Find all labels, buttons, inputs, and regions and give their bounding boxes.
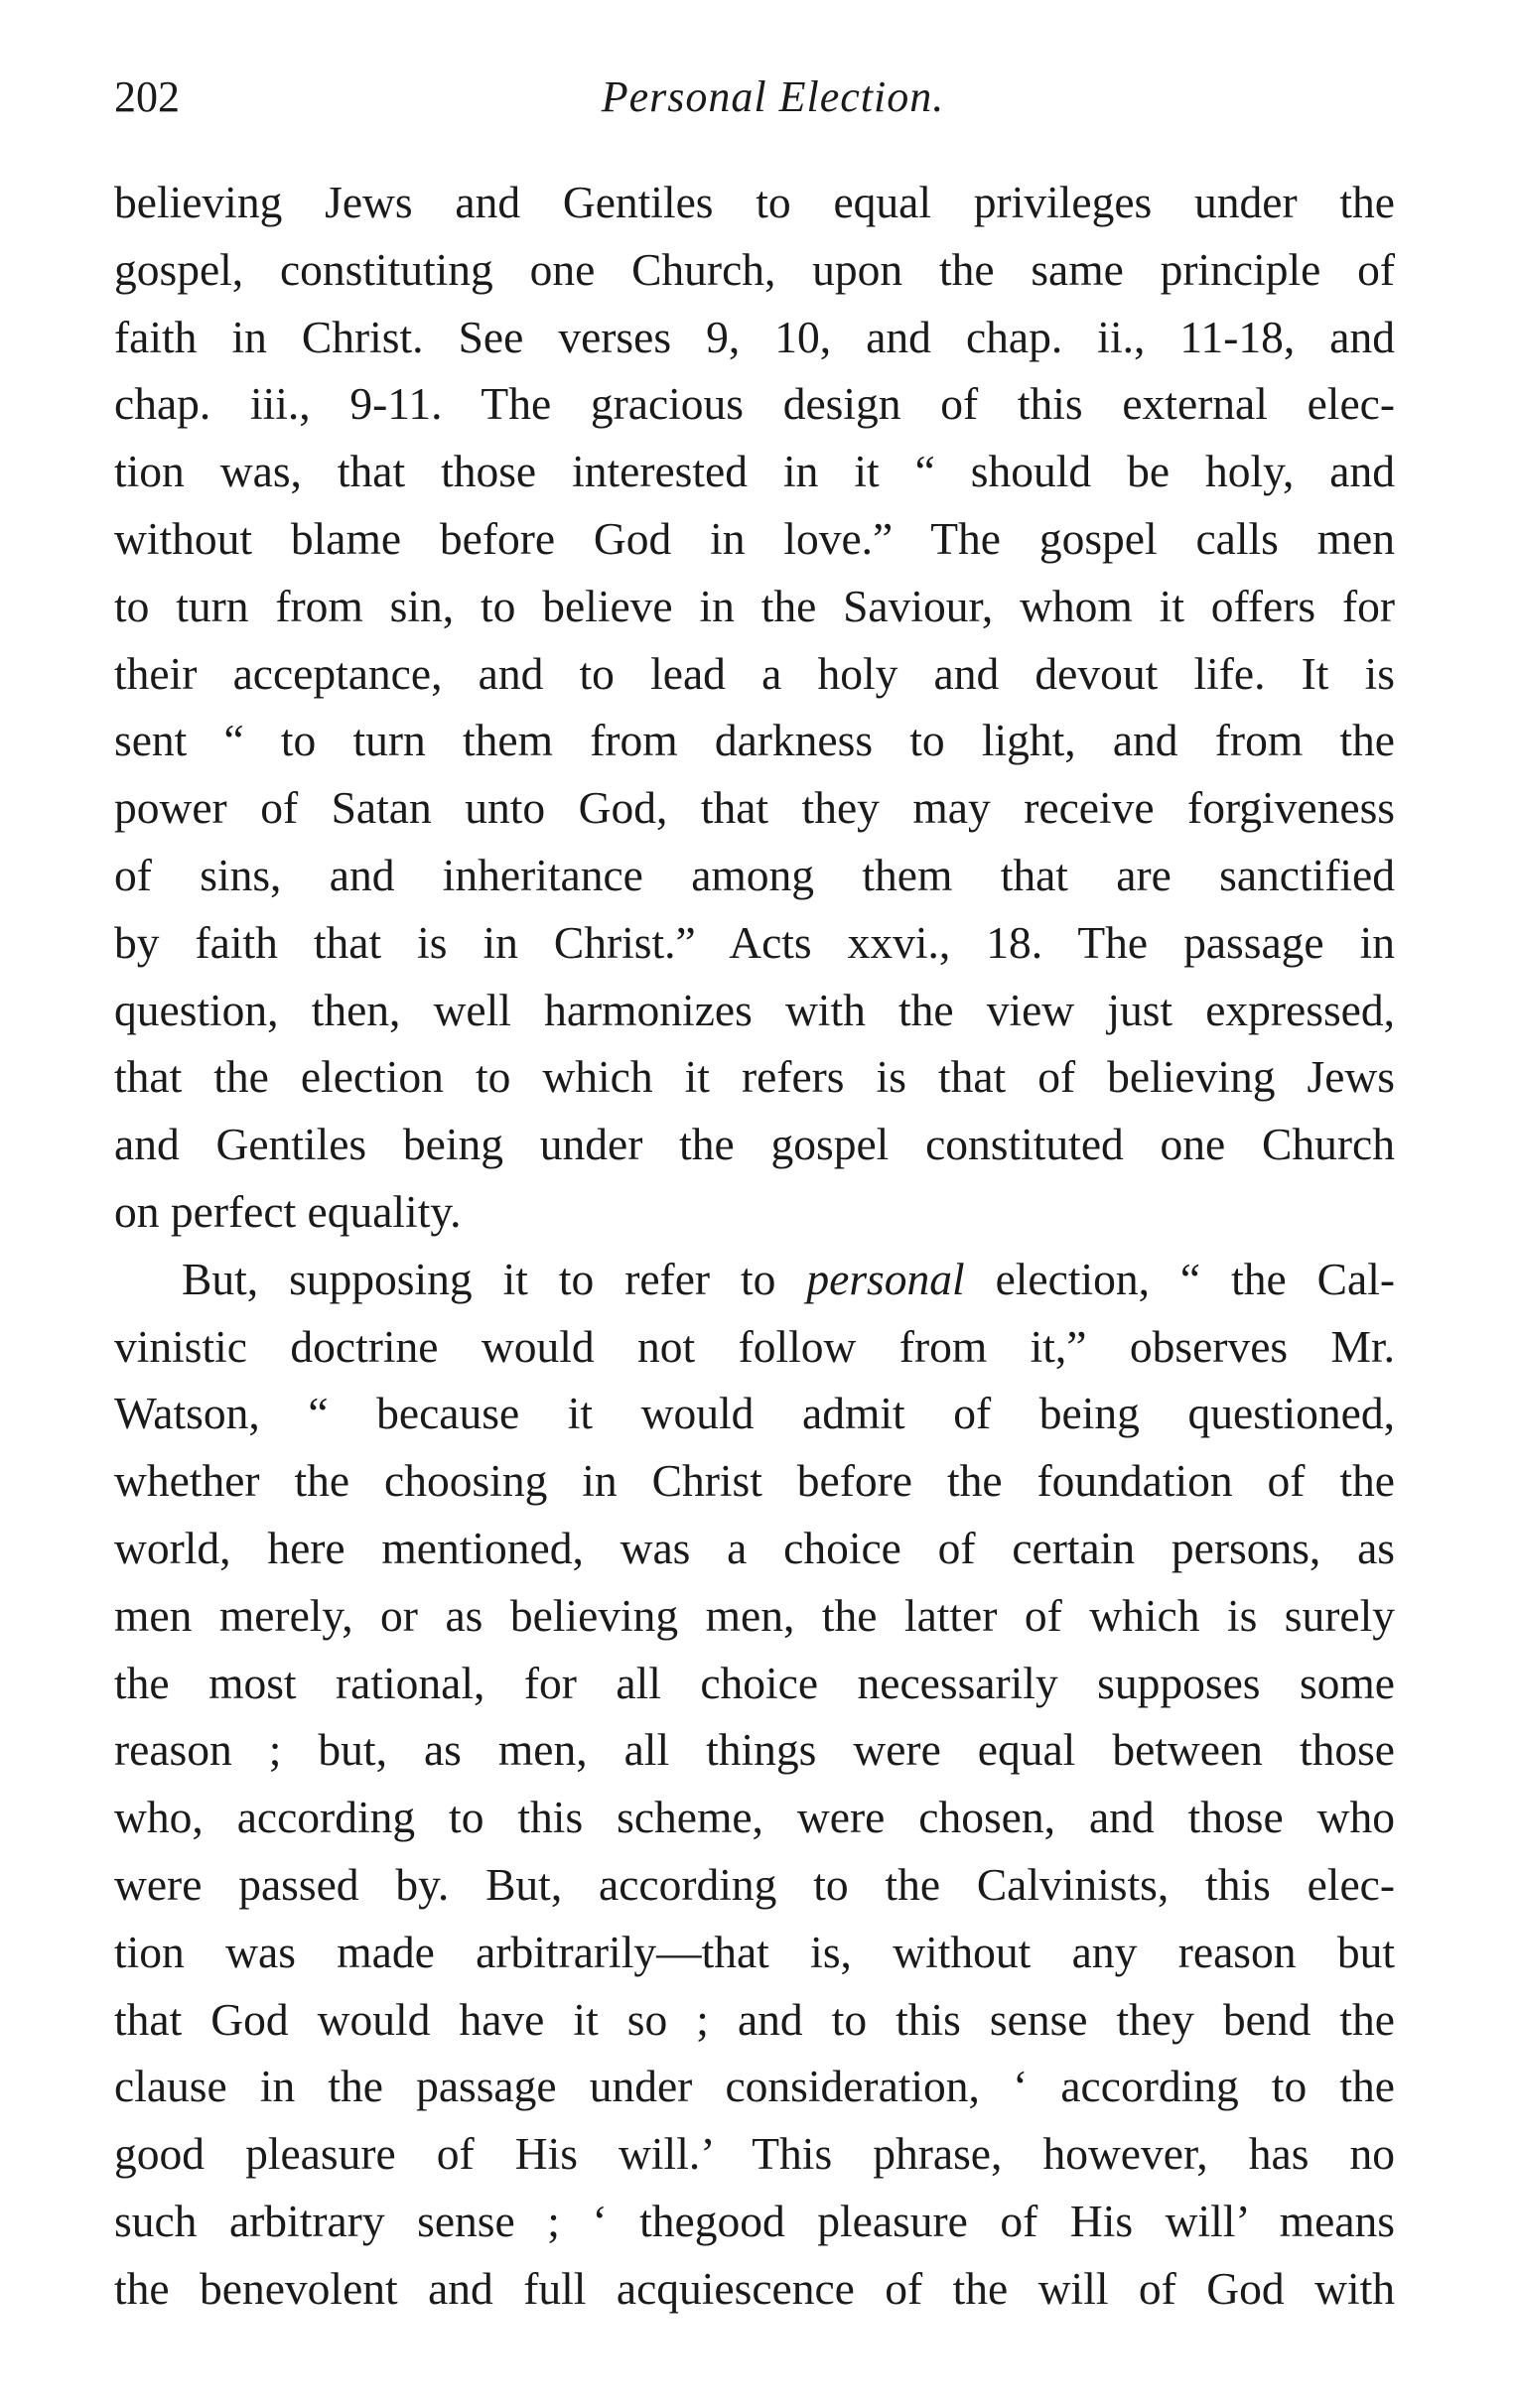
text-line: to turn from sin, to believe in the Saviour, whom it offers for: [114, 580, 1395, 631]
text-line: that the election to which it refers is that of believing Jews: [114, 1051, 1395, 1103]
text-line: on perfect equality.: [114, 1185, 462, 1237]
text-line: by faith that is in Christ.” Acts xxvi., 18. The passage in: [114, 916, 1395, 968]
text-line: that God would have it so ; and to this sense they bend the: [114, 1993, 1395, 2045]
text-line: [114, 1246, 1395, 1313]
text-line: men merely, or as believing men, the latter of which is surely: [114, 1589, 1395, 1641]
emphasis-text: personal: [806, 1253, 965, 1304]
body-text: [114, 169, 1395, 2323]
text-line: faith in Christ. See verses 9, 10, and chap. ii., 11-18, and: [114, 311, 1395, 362]
text-line: the benevolent and full acquiescence of the will of God with: [114, 2262, 1395, 2314]
text-span: election, “ the Cal-: [964, 1253, 1395, 1304]
page-number: 202: [114, 72, 180, 121]
text-line: good pleasure of His will.’ This phrase, however, has no: [114, 2128, 1395, 2180]
text-line: the most rational, for all choice necessarily supposes some: [114, 1657, 1395, 1708]
text-line: chap. iii., 9-11. The gracious design of this external elec-: [114, 378, 1395, 430]
text-line: such arbitrary sense ; ‘ thegood pleasure of His will’ means: [114, 2195, 1395, 2246]
text-line: tion was made arbitrarily—that is, without any reason but: [114, 1926, 1395, 1977]
text-span: But, supposing it to refer to: [182, 1253, 807, 1304]
text-line: sent “ to turn them from darkness to light, and from the: [114, 715, 1395, 766]
text-line: of sins, and inheritance among them that are sanctified: [114, 849, 1395, 900]
text-line: clause in the passage under consideration, ‘ according to the: [114, 2061, 1395, 2112]
running-head: [114, 67, 1402, 127]
text-line: without blame before God in love.” The gospel calls men: [114, 512, 1395, 564]
text-line: question, then, well harmonizes with the view just expressed,: [114, 984, 1395, 1035]
text-line: tion was, that those interested in it “ should be holy, and: [114, 446, 1395, 497]
running-title: Personal Election.: [601, 72, 945, 121]
text-line: Watson, “ because it would admit of being questioned,: [114, 1388, 1395, 1439]
text-line: believing Jews and Gentiles to equal privileges under the: [114, 177, 1395, 227]
paragraph-2: [114, 1246, 1395, 2323]
text-line: their acceptance, and to lead a holy and devout life. It is: [114, 647, 1395, 699]
paragraph-1: [114, 169, 1395, 1246]
text-line: reason ; but, as men, all things were equal between those: [114, 1724, 1395, 1776]
text-line: and Gentiles being under the gospel constituted one Church: [114, 1119, 1395, 1170]
text-line: whether the choosing in Christ before the foundation of the: [114, 1455, 1395, 1507]
text-line: who, according to this scheme, were chosen, and those who: [114, 1792, 1395, 1843]
text-line: power of Satan unto God, that they may receive forgiveness: [114, 782, 1395, 834]
text-line: were passed by. But, according to the Calvinists, this elec-: [114, 1858, 1395, 1910]
text-line: world, here mentioned, was a choice of certain persons, as: [114, 1522, 1395, 1573]
text-line: vinistic doctrine would not follow from it,” observes Mr.: [114, 1320, 1395, 1372]
text-line: gospel, constituting one Church, upon the same principle of: [114, 243, 1395, 295]
